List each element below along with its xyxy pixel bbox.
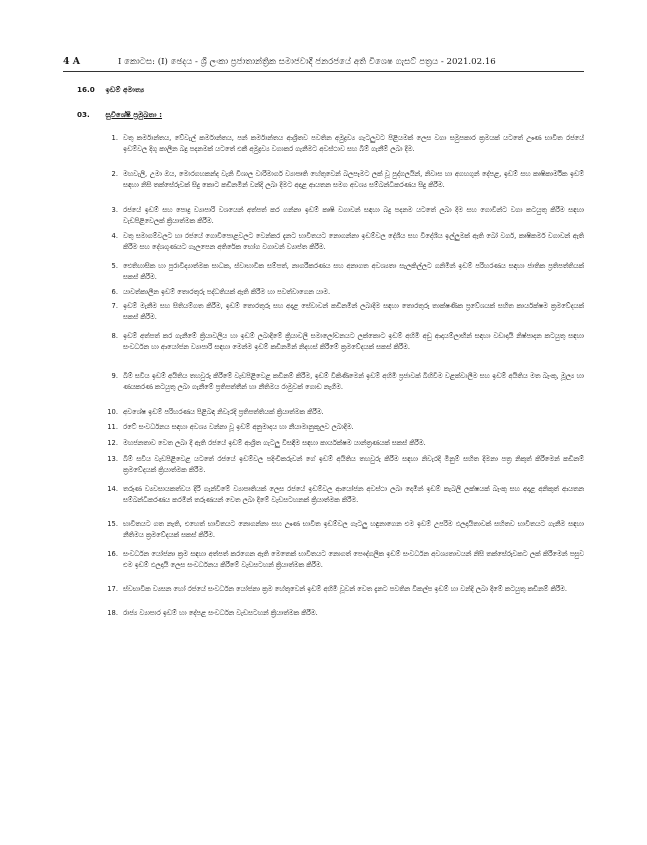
list-item-number: 14.: [107, 485, 118, 493]
list-item-text: වතු කර්මාන්තය, වේවැල් කර්මාන්තය, පන් කර්මාන්තය ආශ්‍රිතව පවතින අමුද්‍රව්‍ය ගැටලුවට පිළියමක් ලෙස වගා සමුපකාර ක්‍රමයක් යටතේ ඌණ භාවිත රජයේ ඉඩම්වල දිගු කාලීන බදු පදනමක් යටතේ එකී අමුද්‍රව්‍ය වගාකර ගැනීමට අවස්ථාව සහ බිම් ගැනීම් ලබා දීම.: [123, 134, 584, 153]
list-item-number: 1.: [111, 134, 118, 142]
list-item-text: ඓතිහාසික හා පුරාවිද්‍යාත්මක සාධක, ස්වාභාවික සම්පත්, නාගරීකරණය සහ අනාගත අවශ්‍යතා සැලකිල්ලට ගනිමින් ඉඩම් පරිහරණය සඳහා ජාතික ප්‍රතිපත්තියක් සකස් කිරීම.: [123, 262, 584, 281]
list-item-text: බිම් සවිය වැඩපිළිවෙළ යටතේ රජයේ ඉඩම්වල පදිංචිකරුවන් ගේ ඉඩම් අයිතිය තහවුරු කිරීම සඳහා නිවැරදි මිනුම් සහිත දීමනා පත්‍ර නිකුත් කිරීමෙන් කඩිනම් ක්‍රමවේදයක් ක්‍රියාත්මක කිරීම.: [123, 455, 584, 474]
list-item-number: 12.: [107, 439, 118, 447]
list-item: [100, 331, 584, 352]
list-item-number: 10.: [107, 408, 118, 416]
list-item-text: මහවැලි, උමා ඔය, මොරගහකන්ද වැනි විශාල වාරිමාර්ග ව්‍යාපෘති හේතුවෙන් බලපෑමට ලක් වූ පුද්ගලයින්, නිවාස හා අගහගුන් දේපළ, ඉඩම් සහ කෘෂිකාර්මික ඉඩම් සඳහා නිසි තක්සේරුවක් සිදු කොට කඩිනමින් වන්දි ලබා දීමට අදාළ ආයතන සමග අවශ්‍ය සම්බන්ධීකරණය සිදු කිරීම.: [123, 170, 584, 189]
list-item-text: ඉඩම් මැනීම සහ සිතියම්ගත කිරීම, ඉඩම් තොරතුරු සහ අදාළ සේවාවන් කඩිනමින් ලබාදීම සඳහා තොරතුරු තාක්ෂණික ප්‍රවේශයක් සහිත කාර්යක්ෂම ක්‍රමවේදයක් සකස් කිරීම.: [123, 302, 584, 321]
list-item: [100, 231, 584, 252]
list-item-number: 6.: [111, 288, 118, 296]
list-item: [100, 484, 584, 505]
list-item-text: ස්වභාවික ව්‍යසන හෝ රජයේ සංවර්ධන යෝජනා ක්‍රම හේතුවෙන් ඉඩම් අහිමි වූවන් වෙත දැනට පවතින විකල්ප ඉඩම් හා වන්දි ලබා දීමේ කටයුතු කඩිනම් කිරීම.: [123, 585, 568, 593]
subsection-heading: [77, 110, 162, 120]
list-item-number: 16.: [107, 550, 118, 558]
list-item-text: භාවිතයට ගත නැති, එහෙත් භාවිතයට නොගන්නා සහ ඌණ භාවිත ඉඩම්වල ගැටලු හඳුනාගෙන එම ඉඩම් උපරිම ඵලදායිතාවක් සහිතව භාවිතයට ගැනීම සඳහා නීතිමය ක්‍රමවේදයක් සකස් කිරීම.: [123, 520, 584, 539]
list-item-text: තරුණ ව්‍යවසායකත්වය දිරි ගැන්වීමේ ව්‍යාපෘතියක් ලෙස රජයේ ඉඩම්වල ආයෝජන අවස්ථා ලබා දෙමින් ඉඩම් කැබලි ලක්ෂයක් බැංකු සහ අදාළ අනිකුත් ආයතන සම්බන්ධීකරණය කරමින් තරුණයන් වෙත ලබා දීමේ වැඩසටහනක් ක්‍රියාත්මක කිරීම.: [123, 485, 584, 504]
list-item: [100, 438, 584, 449]
list-item-text: ඉඩම් අත්පත් කර ගැනීමේ ක්‍රියාවලිය හා ඉඩම් ලබාදීමේ ක්‍රියාවලි සමාලෝචනයට ලක්කොට ඉඩම් අහිමි අඩු ආදායම්ලාභීන් සඳහා වඩාදායී නිෂ්පාදන කටයුතු සඳහා සංවර්ධන හා ආයෝජන ව්‍යාපාරි සඳහා මෙන්ම ඉඩම් කඩිනමින් නිදහස් කිරීමේ ක්‍රමවේදයක් සකස් කිරීම.: [123, 332, 584, 351]
section-heading: [77, 85, 144, 95]
list-item-number: 5.: [111, 262, 118, 270]
list-item: [100, 169, 584, 190]
list-item-number: 11.: [107, 423, 118, 431]
subsection-title: සුවිශේෂී ප්‍රමුඛතා :: [105, 110, 163, 119]
list-item: [100, 301, 584, 322]
list-item-number: 9.: [111, 372, 118, 380]
list-item: [100, 549, 584, 570]
list-item: [100, 519, 584, 540]
list-item-text: සංවර්ධන යෝජනා ක්‍රම සඳහා අත්පත් කරගෙන ඇති මෙතෙක් භාවිතයට නොගත් පෞද්ගලික ඉඩම් සංවර්ධන අවශ්‍යතාවයන් නිසි තක්සේරුවකට ලක් කිරීමෙන් පසුව එම ඉඩම් ඵලදායී ලෙස සංවර්ධනය කිරීමේ වැඩසටහන් ක්‍රියාත්මක කිරීම.: [123, 550, 584, 569]
list-item: [100, 584, 584, 595]
list-item-number: 4.: [111, 232, 118, 240]
list-item-number: 3.: [111, 206, 118, 214]
list-item: [100, 261, 584, 282]
list-item-number: 17.: [107, 585, 118, 593]
subsection-number: 03.: [77, 110, 90, 119]
list-item-text: බිම් සවිය ඉඩම් අයිතිය තහවුරු කිරීමේ වැඩපිළිවෙළ කඩිනම් කිරීම, ඉඩම් විකිණිමෙන් ඉඩම් අහිමි ප්‍රජාවක් බිහිවීම වළක්වාලීම සහ ඉඩම් අයිතිය මත බැංකු, මූල්‍ය හා ණයකරණ කටයුතු ලබා ගැනීමේ ප්‍රතිපත්තීන් හා නීතිමය රාමුවක් ගොඩ නැගීම.: [123, 372, 584, 391]
list-item: [100, 407, 584, 418]
list-item-number: 2.: [111, 170, 118, 178]
list-item: [100, 422, 584, 433]
list-item-text: රටේ සංවර්ධනය සඳහා අවශ්‍ය වන්නා වූ ඉඩම් අනුමාදය හා නීයාමානුකූලව ලබාදීම.: [123, 423, 354, 431]
list-item: [100, 608, 584, 619]
list-item-number: 13.: [107, 455, 118, 463]
list-item-number: 8.: [111, 332, 118, 340]
section-title: ඉඩම් අමාත්‍ය: [105, 85, 145, 94]
list-item-text: අවශේෂ ඉඩම් පරිහරණය පිළිබඳ නිවැරදි ප්‍රතිපත්තියක් ක්‍රියාත්මක කිරීම.: [123, 408, 324, 416]
list-item-text: රජයේ ඉඩම් සහ පොදු ව්‍යාපාරි වශයෙන් අත්පත් කර ගන්නා ඉඩම් කෘෂි වගාවන් සඳහා බදු පදනම යටතේ ලබා දීම සහ ගොවීන්ට වගා කටයුතු කිරීම සඳහා වැඩපිළිවෙලක් ක්‍රියාත්මක කිරීම.: [123, 206, 584, 225]
list-item-text: රාජ්‍ය ව්‍යාපාර ඉඩම් හා දේපළ සංවර්ධන වැඩසටහන් ක්‍රියාත්මක කිරීම.: [123, 609, 318, 617]
list-item-text: වතු සමාගම්වලට හා රජයේ ගොවිපොළවලට වෙන්කර දැනට භාවිතයට නොගන්නා ඉඩම්වල දේශීය සහ විදේශීය ඉල්ලුමක් ඇති බෝ වර්ග, කෘෂිකර්ම වගාවන් ඇති කිරීම සහ දේශගුණයට ගැලපෙන අතිරේක භෝග වගාවන් ව්‍යාප්ත කිරීම.: [123, 232, 584, 251]
list-item: [100, 287, 584, 298]
list-item-number: 18.: [107, 609, 118, 617]
list-item: [100, 371, 584, 392]
list-item: [100, 205, 584, 226]
header-title: I කොටස: (I) ඡෙදය - ශ්‍රී ලංකා ප්‍රජාතාන්ත්‍රික සමාජවාදී ජනරජයේ අති විශෙෂ ගැසට් පත්‍රය - 2021.02.16: [118, 56, 496, 67]
list-item-text: මහජනතාව වෙත ලබා දී ඇති රජයේ ඉඩම් ආශ්‍රිත ගැටලු විසඳීම සඳහා කාර්යක්ෂම යාන්ත්‍රණයක් සකස් කිරීම.: [123, 439, 426, 447]
page-number: 4 A: [63, 56, 81, 67]
list-item: [100, 454, 584, 475]
list-item-text: යාවත්කාලීන ඉඩම් තොරතුරු පද්ධතියක් ඇති කිරීම හා පවත්වාගෙන යාම.: [123, 288, 331, 296]
list-item: [100, 133, 584, 154]
section-number: 16.0: [77, 85, 95, 94]
list-item-number: 15.: [107, 520, 118, 528]
list-item-number: 7.: [111, 302, 118, 310]
page-header: [63, 56, 583, 70]
header-rule: [63, 71, 584, 72]
